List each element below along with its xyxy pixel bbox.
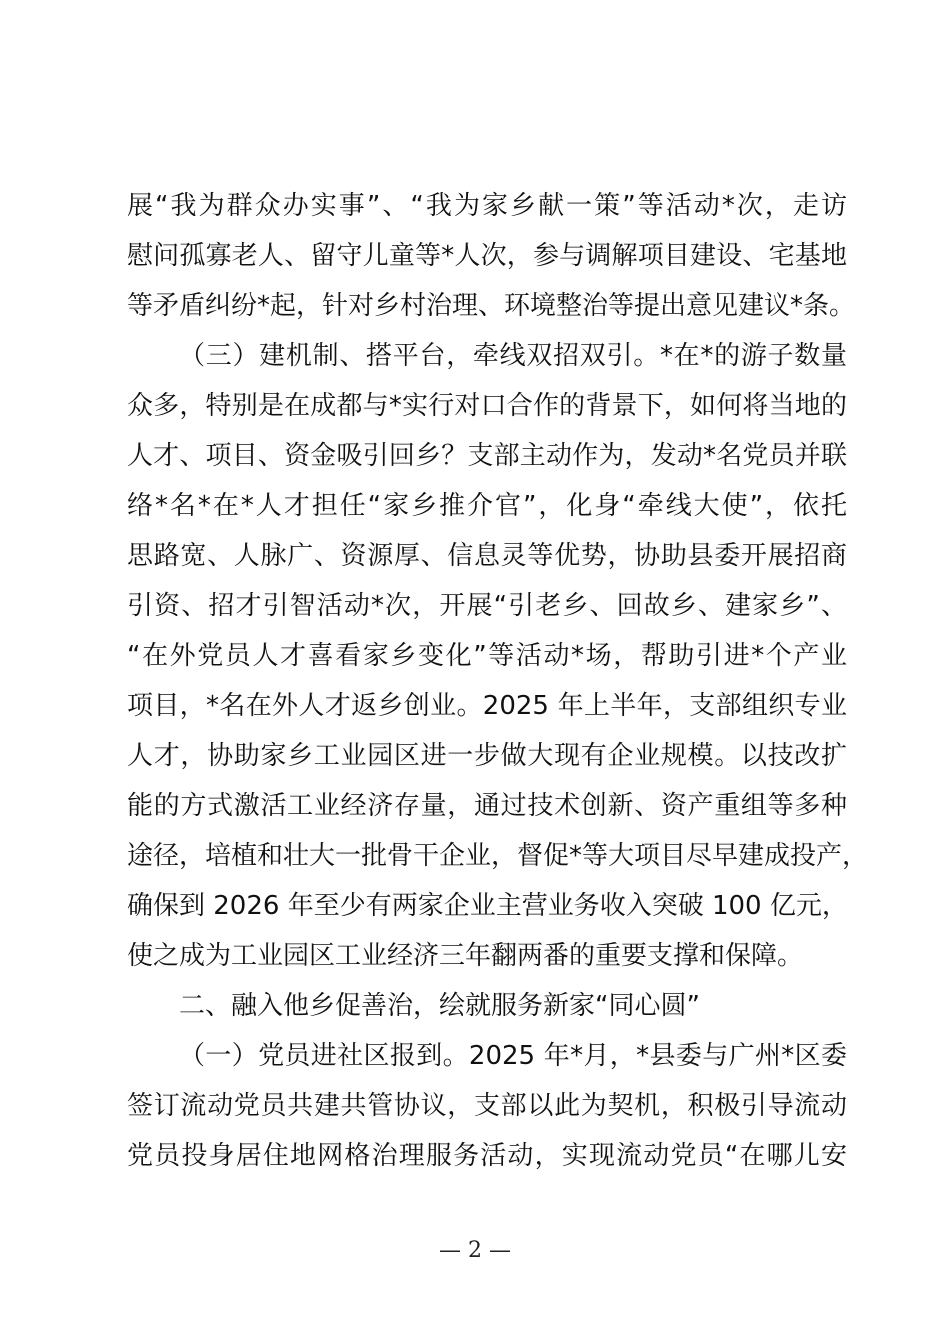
body-text-line: 人才、项目、资金吸引回乡？支部主动作为，发动*名党员并联 bbox=[127, 441, 847, 471]
body-text-line: 党员投身居住地网格治理服务活动，实现流动党员“在哪儿安 bbox=[127, 1141, 847, 1171]
body-text-line: 展“我为群众办实事”、“我为家乡献一策”等活动*次，走访 bbox=[127, 191, 847, 221]
body-text-line: 能的方式激活工业经济存量，通过技术创新、资产重组等多种 bbox=[127, 791, 847, 821]
page-number: — 2 — bbox=[439, 1238, 511, 1263]
body-text-line: 络*名*在*人才担任“家乡推介官”，化身“牵线大使”，依托 bbox=[127, 491, 847, 521]
body-text-line: 众多，特别是在成都与*实行对口合作的背景下，如何将当地的 bbox=[127, 391, 847, 421]
section-subheading-line: （三）建机制、搭平台，牵线双招双引。*在*的游子数量 bbox=[179, 341, 847, 371]
body-text-line: “在外党员人才喜看家乡变化”等活动*场，帮助引进*个产业 bbox=[127, 641, 847, 671]
section-subheading-line: （一）党员进社区报到。2025 年*月，*县委与广州*区委 bbox=[179, 1041, 847, 1071]
body-text-line: 思路宽、人脉广、资源厚、信息灵等优势，协助县委开展招商 bbox=[127, 541, 847, 571]
body-text-line: 项目，*名在外人才返乡创业。2025 年上半年，支部组织专业 bbox=[127, 691, 847, 721]
body-text-line: 确保到 2026 年至少有两家企业主营业务收入突破 100 亿元， bbox=[127, 891, 848, 921]
body-text-line: 途径，培植和壮大一批骨干企业，督促*等大项目尽早建成投产， bbox=[127, 841, 869, 871]
body-text-line: 签订流动党员共建共管协议，支部以此为契机，积极引导流动 bbox=[127, 1091, 847, 1121]
body-text-line: 人才，协助家乡工业园区进一步做大现有企业规模。以技改扩 bbox=[127, 741, 847, 771]
body-text-line: 慰问孤寡老人、留守儿童等*人次，参与调解项目建设、宅基地 bbox=[127, 241, 847, 271]
body-text-line: 引资、招才引智活动*次，开展“引老乡、回故乡、建家乡”、 bbox=[127, 591, 847, 621]
body-text-line: 等矛盾纠纷*起，针对乡村治理、环境整治等提出意见建议*条。 bbox=[127, 291, 856, 321]
body-text-line: 使之成为工业园区工业经济三年翻两番的重要支撑和保障。 bbox=[127, 941, 804, 971]
section-heading: 二、融入他乡促善治，绘就服务新家“同心圆” bbox=[179, 991, 700, 1021]
